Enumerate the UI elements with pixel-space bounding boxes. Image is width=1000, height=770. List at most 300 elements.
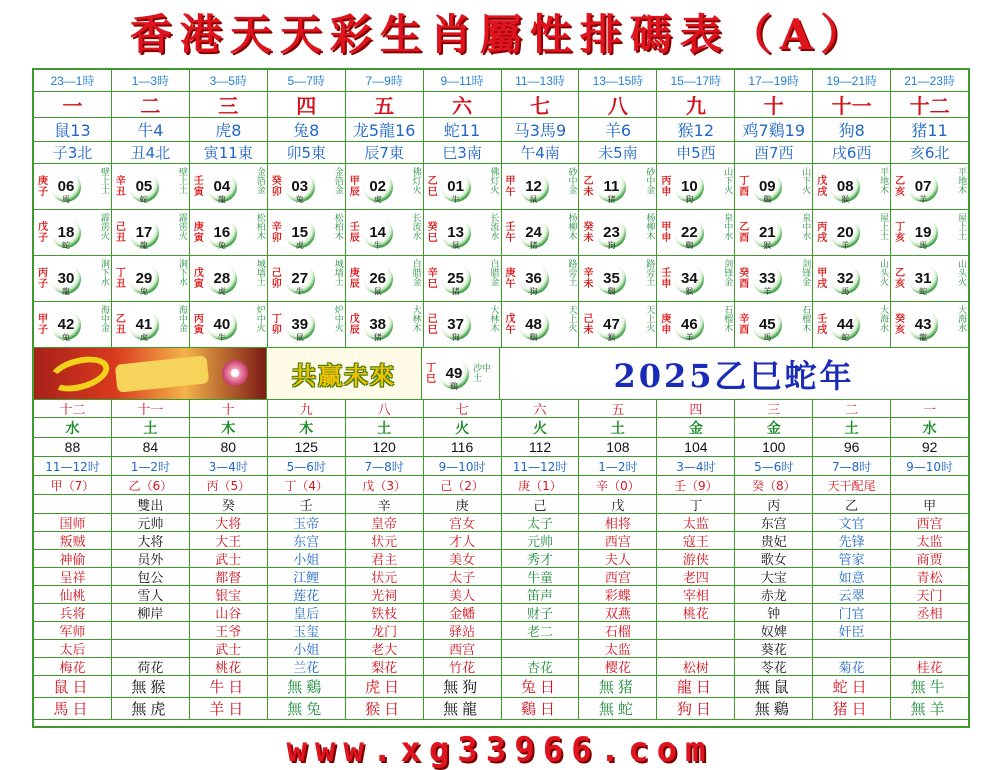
day-cell: 馬日 (34, 698, 112, 720)
ball-animal: 猪 (451, 286, 460, 296)
number-ball (439, 359, 469, 389)
stem-char: 壬 (193, 175, 204, 187)
title-cell: 青松 (891, 568, 968, 586)
ganzhi-label (37, 222, 49, 244)
ganzhi-label (427, 176, 439, 198)
branch-cell: 巳3南 (424, 142, 502, 164)
ball-animal: 蛇 (139, 194, 148, 204)
title-cell: 奸臣 (813, 622, 891, 640)
nayin-label: 佛灯火 (410, 167, 421, 194)
number-ball (441, 310, 471, 340)
title-cell: 葵花 (735, 640, 813, 658)
ball-number: 14 (369, 224, 387, 241)
nayin-label: 天上火 (566, 305, 577, 332)
stem-name-cell: 丁 (657, 495, 735, 514)
numeral-cell: 五 (346, 92, 424, 118)
element-cell: 火 (424, 418, 502, 438)
ball-cell (268, 302, 346, 348)
number-ball (908, 172, 938, 202)
number-sum-cell: 108 (579, 438, 657, 457)
ball-number: 04 (213, 178, 231, 195)
ball-animal: 鼠 (529, 194, 538, 204)
nayin-label: 海中金 (98, 305, 109, 332)
ball-number: 23 (603, 224, 620, 241)
stem-cell: 庚（1） (502, 476, 580, 495)
title-cell (657, 640, 735, 658)
year-title: 2025乙巳蛇年 (500, 348, 968, 400)
nayin-label: 霹雳火 (98, 213, 109, 240)
title-cell: 小姐 (268, 640, 346, 658)
title-cell: 元帅 (112, 514, 190, 532)
time-slot-cell: 15—17時 (657, 70, 735, 92)
ball-animal: 羊 (919, 194, 928, 204)
title-cell: 军师 (34, 622, 112, 640)
stem-char: 癸 (895, 313, 906, 325)
ball-number: 10 (681, 178, 698, 195)
ball-row (34, 164, 968, 210)
ball-cell (190, 256, 268, 302)
title-cell: 笛声 (502, 586, 580, 604)
ball-animal: 鷄 (763, 194, 772, 204)
ball-cell (579, 164, 657, 210)
number-sum-cell: 112 (502, 438, 580, 457)
ball-animal: 牛 (217, 332, 226, 342)
branch-char: 酉 (739, 186, 750, 198)
nayin-label: 炉中火 (332, 305, 343, 332)
branch-char: 酉 (739, 232, 750, 244)
number-ball (908, 218, 938, 248)
branch-cell: 亥6北 (891, 142, 968, 164)
ball-cell (502, 256, 580, 302)
ball-cell (34, 210, 112, 256)
ball-number: 20 (836, 224, 854, 241)
branch-char: 亥 (895, 186, 906, 198)
branch-char: 辰 (349, 324, 360, 336)
numeral-cell: 七 (502, 92, 580, 118)
title-cell: 宫女 (424, 514, 502, 532)
nayin-label: 大海水 (956, 305, 967, 332)
number-ball (830, 310, 860, 340)
title-cell: 玉玺 (268, 622, 346, 640)
zodiac-cell: 羊6 (579, 118, 657, 142)
title-cell: 游侠 (657, 550, 735, 568)
nayin-label: 松柏木 (254, 213, 265, 240)
ball-animal: 兔 (62, 332, 70, 342)
stem-char: 庚 (38, 175, 48, 187)
position-cell: 七 (424, 400, 502, 418)
ball-cell (657, 302, 735, 348)
ganzhi-label (894, 176, 906, 198)
ball-number: 18 (57, 224, 75, 241)
number-sum-cell: 80 (190, 438, 268, 457)
zodiac-table (32, 68, 970, 728)
stem-cell: 壬（9） (657, 476, 735, 495)
ball-animal: 龍 (62, 286, 70, 296)
number-ball (51, 264, 81, 294)
branch-char: 未 (583, 186, 594, 198)
ball-number: 08 (836, 178, 854, 195)
nayin-label: 海中金 (176, 305, 187, 332)
ball-cell (657, 164, 735, 210)
branch-char: 卯 (271, 186, 282, 198)
title-cell: 状元 (346, 568, 424, 586)
stem-cell: 乙（6） (112, 476, 190, 495)
title-cell: 美人 (424, 586, 502, 604)
ball-animal: 蛇 (919, 286, 928, 296)
ball-number: 37 (447, 316, 464, 333)
element-cell: 金 (735, 418, 813, 438)
title-cell: 夫人 (579, 550, 657, 568)
number-ball (285, 218, 315, 248)
day-cell: 龍日 (657, 676, 735, 698)
title-cell: 天门 (891, 586, 968, 604)
title-cell: 石榴 (579, 622, 657, 640)
ball-cell (735, 210, 813, 256)
ganzhi-label (349, 314, 361, 336)
ball-cell (112, 210, 190, 256)
ball-number: 32 (836, 270, 854, 287)
stem-char: 辛 (115, 175, 126, 187)
stem-name-cell: 甲 (891, 495, 968, 514)
ball-cell (657, 210, 735, 256)
ball-animal: 猪 (607, 194, 616, 204)
page-title: 香港天天彩生肖屬性排碼表（A） (129, 10, 871, 59)
stem-char: 壬 (349, 221, 360, 233)
branch-cell: 戌6西 (813, 142, 891, 164)
stem-char: 乙 (895, 267, 906, 279)
title-cell (112, 622, 190, 640)
ganzhi-label (271, 268, 283, 290)
title-row (34, 568, 968, 586)
ball-row (34, 302, 968, 348)
stem-char: 壬 (505, 221, 516, 233)
title-cell: 金幡 (424, 604, 502, 622)
stem-char: 乙 (583, 175, 594, 187)
number-ball (674, 172, 704, 202)
branch-cell: 午4南 (502, 142, 580, 164)
title-cell: 太子 (424, 568, 502, 586)
number-ball (830, 264, 860, 294)
nayin-label: 石榴木 (722, 305, 733, 332)
stem-name-cell: 壬 (268, 495, 346, 514)
branch-char: 申 (661, 324, 672, 336)
number-ball (674, 310, 704, 340)
stem-char: 己 (271, 267, 282, 279)
title-cell: 松树 (657, 658, 735, 676)
branch-cell: 未5南 (579, 142, 657, 164)
stem-char: 癸 (271, 175, 282, 187)
stem-char: 乙 (427, 175, 438, 187)
branch-char: 丑 (115, 186, 126, 198)
stem-cell: 辛（0） (579, 476, 657, 495)
ball-cell (268, 256, 346, 302)
branch-char: 子 (38, 278, 48, 290)
ball-animal: 鼠 (373, 286, 382, 296)
title-cell: 桂花 (891, 658, 968, 676)
number-ball (51, 310, 81, 340)
ball-number: 05 (135, 178, 153, 195)
position-row (34, 400, 968, 418)
title-cell: 呈祥 (34, 568, 112, 586)
ball-cell (813, 256, 891, 302)
zodiac-cell: 蛇11 (424, 118, 502, 142)
ganzhi-label (271, 176, 283, 198)
ganzhi-label (427, 268, 439, 290)
nayin-label: 大林木 (410, 305, 421, 332)
branch-char: 戌 (817, 278, 828, 290)
number-sum-cell: 100 (735, 438, 813, 457)
number-sum-cell: 125 (268, 438, 346, 457)
stem-char: 庚 (193, 221, 204, 233)
title-cell: 银宝 (190, 586, 268, 604)
number-ball (363, 218, 393, 248)
ball-cell (112, 164, 190, 210)
number-ball (752, 172, 782, 202)
branch-char: 巳 (427, 232, 438, 244)
title-cell: 商贾 (891, 550, 968, 568)
title-cell: 老大 (346, 640, 424, 658)
nayin-label: 涧下水 (176, 259, 187, 286)
nayin-label: 天上火 (644, 305, 655, 332)
title-row (34, 586, 968, 604)
ganzhi-label (37, 314, 49, 336)
ball-number: 44 (836, 316, 854, 333)
ganzhi-label (193, 222, 205, 244)
title-cell: 苓花 (735, 658, 813, 676)
branch-char: 辰 (349, 278, 360, 290)
ganzhi-label (816, 268, 828, 290)
branch-cell: 申5西 (657, 142, 735, 164)
branch-char: 戌 (817, 324, 828, 336)
number-ball (51, 172, 81, 202)
nayin-label: 壁上土 (98, 167, 109, 194)
title-cell: 国师 (34, 514, 112, 532)
number-ball (441, 264, 471, 294)
stem-char: 乙 (895, 175, 906, 187)
ball-animal: 龍 (217, 194, 226, 204)
title-row (34, 622, 968, 640)
stem-cell: 己（2） (424, 476, 502, 495)
zodiac-banner-image (34, 348, 267, 400)
position-cell: 一 (891, 400, 968, 418)
title-cell: 皇帝 (346, 514, 424, 532)
ball-cell (34, 164, 112, 210)
number-ball (519, 172, 549, 202)
time-slot-cell: 11—13時 (502, 70, 580, 92)
ball-number: 35 (603, 270, 620, 287)
ganzhi-label (738, 314, 750, 336)
number-ball (752, 310, 782, 340)
day-cell: 鷄日 (502, 698, 580, 720)
ball-animal: 牛 (451, 194, 460, 204)
title-cell: 赤龙 (735, 586, 813, 604)
ganzhi-label (738, 268, 750, 290)
title-cell: 西宫 (891, 514, 968, 532)
branch-char: 寅 (193, 278, 204, 290)
nayin-label: 泉中水 (722, 213, 733, 240)
title-cell: 神偷 (34, 550, 112, 568)
ganzhi-label (427, 314, 439, 336)
ball-animal: 鷄 (685, 240, 694, 250)
ball-number: 19 (914, 224, 932, 241)
title-cell: 菊花 (813, 658, 891, 676)
ball-number: 24 (525, 224, 542, 241)
stem-name-row (34, 495, 968, 514)
title-cell: 财子 (502, 604, 580, 622)
nayin-label: 山头火 (956, 259, 967, 286)
nayin-label: 松柏木 (332, 213, 343, 240)
day-cell: 無鷄 (268, 676, 346, 698)
ball-animal: 羊 (841, 240, 850, 250)
stem-char: 甲 (349, 175, 360, 187)
ball-animal: 鷄 (607, 286, 616, 296)
ball-cell (34, 302, 112, 348)
nayin-label: 金箔金 (332, 167, 343, 194)
ganzhi-label (660, 314, 672, 336)
numeral-cell: 四 (268, 92, 346, 118)
title-cell: 龙门 (346, 622, 424, 640)
title-cell: 梨花 (346, 658, 424, 676)
title-cell: 山谷 (190, 604, 268, 622)
title-cell: 太监 (579, 640, 657, 658)
ball-number: 30 (57, 270, 75, 287)
branch-char: 子 (38, 324, 48, 336)
position-cell: 五 (579, 400, 657, 418)
element-cell: 水 (891, 418, 968, 438)
day-cell: 無猪 (579, 676, 657, 698)
ball-number: 42 (57, 316, 75, 333)
ball-number: 13 (447, 224, 464, 241)
nayin-label: 壁上土 (176, 167, 187, 194)
day-row (34, 676, 968, 698)
title-cell (502, 640, 580, 658)
numeral-row (34, 92, 968, 118)
ball-animal: 馬 (763, 332, 772, 342)
nayin-label: 长流水 (488, 213, 499, 240)
zodiac-cell: 虎8 (190, 118, 268, 142)
time-slot-cell: 9—11時 (424, 70, 502, 92)
title-cell: 桃花 (657, 604, 735, 622)
nayin-label: 山下火 (722, 167, 733, 194)
special-ball-cell (422, 348, 500, 400)
title-cell: 丞相 (891, 604, 968, 622)
ball-cell (813, 302, 891, 348)
number-sum-cell: 84 (112, 438, 190, 457)
number-sum-cell: 104 (657, 438, 735, 457)
title-cell: 光祠 (346, 586, 424, 604)
nayin-label: 大海水 (878, 305, 889, 332)
stem-char: 丙 (817, 221, 828, 233)
stem-char: 乙 (739, 221, 750, 233)
title-cell: 双燕 (579, 604, 657, 622)
stem-name-cell: 丙 (735, 495, 813, 514)
number-ball (363, 310, 393, 340)
number-ball (441, 218, 471, 248)
branch-cell: 寅11東 (190, 142, 268, 164)
branch-char: 卯 (271, 278, 282, 290)
zodiac-cell: 狗8 (813, 118, 891, 142)
zodiac-cell: 鼠13 (34, 118, 112, 142)
slogan-text: 共赢未來 (267, 348, 422, 400)
number-sum-cell: 96 (813, 438, 891, 457)
branch-char: 寅 (193, 232, 204, 244)
title-cell: 樱花 (579, 658, 657, 676)
title-cell: 元帅 (502, 532, 580, 550)
element-cell: 金 (657, 418, 735, 438)
ganzhi-label (738, 176, 750, 198)
ball-number: 48 (525, 316, 542, 333)
nayin-label: 白腊金 (488, 259, 499, 286)
branch-char: 未 (583, 278, 594, 290)
zodiac-row (34, 118, 968, 142)
ball-number: 02 (369, 178, 387, 195)
nayin-label: 佛灯火 (488, 167, 499, 194)
ball-cell (735, 256, 813, 302)
ball-number: 43 (914, 316, 932, 333)
ball-animal: 馬 (62, 194, 70, 204)
title-cell: 老四 (657, 568, 735, 586)
title-cell: 大王 (190, 532, 268, 550)
title-cell: 太后 (34, 640, 112, 658)
ball-animal: 虎 (295, 240, 304, 250)
nayin-label: 砂中金 (566, 167, 577, 194)
ganzhi-label (349, 176, 361, 198)
ganzhi-label (505, 314, 517, 336)
number-ball (519, 264, 549, 294)
number-ball (129, 172, 159, 202)
number-ball (674, 264, 704, 294)
title-cell: 梅花 (34, 658, 112, 676)
ball-animal: 鷄 (529, 332, 538, 342)
title-cell: 叛贼 (34, 532, 112, 550)
website-url[interactable]: www.xg33966.com (286, 730, 714, 770)
ball-row (34, 210, 968, 256)
numeral-cell: 一 (34, 92, 112, 118)
ball-number: 31 (914, 270, 932, 287)
number-sum-cell: 116 (424, 438, 502, 457)
day-cell: 鼠日 (34, 676, 112, 698)
title-cell: 玉帝 (268, 514, 346, 532)
branch-char: 寅 (193, 186, 204, 198)
ball-cell (268, 164, 346, 210)
ball-cell (190, 210, 268, 256)
title-cell: 西宫 (424, 640, 502, 658)
branch-char: 子 (38, 186, 48, 198)
number-ball (207, 310, 237, 340)
position-cell: 六 (502, 400, 580, 418)
hour-cell: 1—2时 (112, 457, 190, 476)
ganzhi-label (115, 176, 127, 198)
ganzhi-label (894, 268, 906, 290)
nayin-label: 长流水 (410, 213, 421, 240)
title-cell: 先锋 (813, 532, 891, 550)
ganzhi-label (115, 268, 127, 290)
stem-char: 癸 (583, 221, 594, 233)
title-cell: 管家 (813, 550, 891, 568)
ball-animal: 猴 (763, 240, 772, 250)
ball-animal: 龍 (919, 332, 928, 342)
stem-cell: 丁（4） (268, 476, 346, 495)
number-ball (596, 172, 626, 202)
day-cell: 無猴 (112, 676, 190, 698)
scroll-art (115, 355, 209, 392)
day-cell: 無狗 (424, 676, 502, 698)
stem-char: 戊 (505, 313, 516, 325)
number-sum-cell: 92 (891, 438, 968, 457)
title-cell (813, 640, 891, 658)
ganzhi-label (349, 222, 361, 244)
title-cell: 江鲤 (268, 568, 346, 586)
